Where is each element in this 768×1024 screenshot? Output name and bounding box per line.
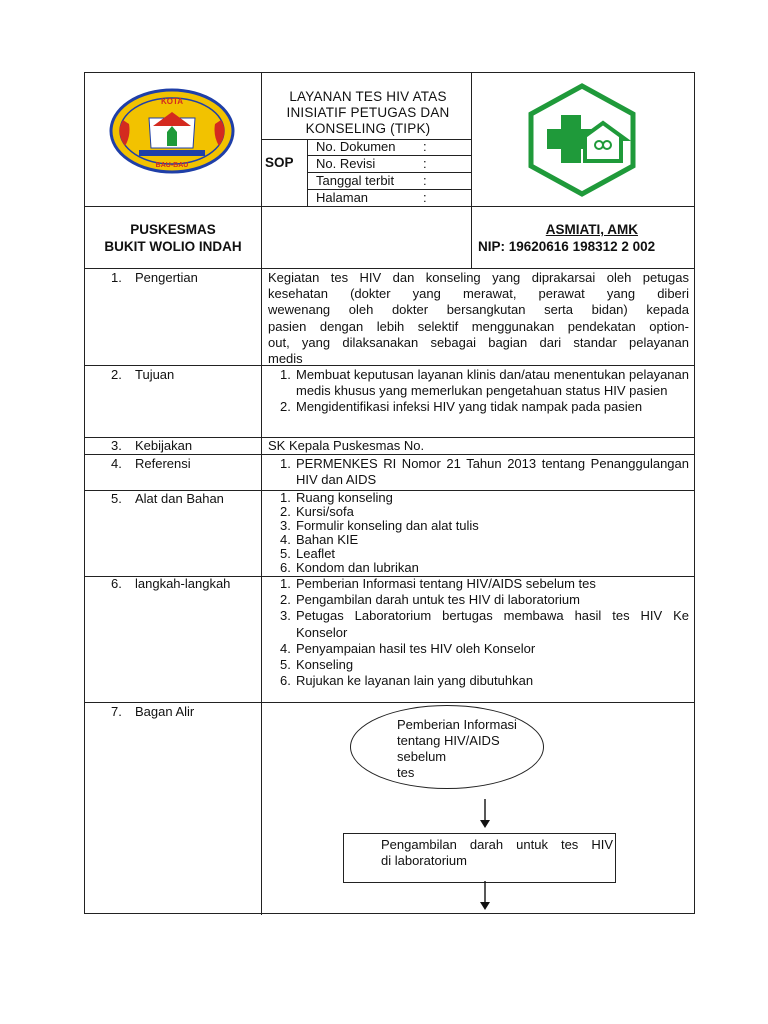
emblem-bottom-text: BAU-BAU	[155, 162, 189, 169]
list-item	[268, 561, 689, 575]
meta-no-revisi	[316, 156, 427, 171]
list-text: Penyampaian hasil tes HIV oleh Konselor	[296, 640, 536, 656]
meta-tanggal-terbit	[316, 173, 427, 188]
list-number: 1.	[280, 490, 291, 505]
meta-halaman	[316, 190, 427, 205]
list-item	[268, 576, 689, 592]
list-item	[268, 657, 689, 673]
section-number: 3.	[111, 438, 122, 453]
section-content-referensi	[268, 456, 689, 488]
list-text: Pemberian Informasi tentang HIV/AIDS sebelum tes	[296, 576, 596, 591]
list-number: 4.	[280, 532, 291, 547]
section-label-text: Referensi	[135, 456, 191, 471]
section-number: 5.	[111, 491, 122, 506]
list-number: 2.	[280, 399, 291, 415]
meta-label: No. Revisi	[316, 156, 376, 171]
section-label-alat-dan-bahan	[111, 491, 224, 506]
signatory	[478, 221, 688, 255]
meta-label: Tanggal terbit	[316, 173, 395, 188]
flow-step-line: Pengambilan darah untuk tes HIV	[381, 837, 613, 852]
list-text: Ruang konseling	[296, 490, 393, 505]
puskesmas-green-cross-logo-icon	[523, 83, 641, 197]
section-number: 1.	[111, 270, 122, 285]
section-label-text: Pengertian	[135, 270, 198, 285]
section-content-tujuan	[268, 367, 689, 416]
section-label-pengertian	[111, 270, 198, 285]
list-text: PERMENKES RI Nomor 21 Tahun 2013 tentang Penanggulangan HIV dan AIDS	[296, 456, 689, 488]
section-content-alat-dan-bahan	[268, 491, 689, 575]
section-content-kebijakan: SK Kepala Puskesmas No.	[268, 438, 425, 453]
meta-colon: :	[423, 173, 427, 188]
meta-colon: :	[423, 190, 427, 205]
flowchart-arrow-down-icon	[479, 881, 491, 911]
section-label-langkah-langkah	[111, 576, 230, 591]
section-label-tujuan	[111, 367, 174, 382]
document-title	[263, 89, 473, 137]
list-text: Petugas Laboratorium bertugas membawa hasil tes HIV Ke Konselor	[296, 608, 689, 640]
header-divider	[85, 206, 694, 207]
section-content-langkah-langkah	[268, 576, 689, 689]
flowchart-step-1-text	[397, 717, 547, 781]
list-number: 5.	[280, 546, 291, 561]
list-text: Membuat keputusan layanan klinis dan/atau menentukan pelayanan medis khusus yang memerlukan pengetahuan status HIV pasien	[296, 367, 689, 399]
section-number: 2.	[111, 367, 122, 382]
flow-step-line: tentang HIV/AIDS sebelum	[397, 733, 500, 764]
list-number: 4.	[280, 640, 291, 656]
list-text: Kursi/sofa	[296, 504, 354, 519]
list-number: 6.	[280, 560, 291, 575]
list-number: 2.	[280, 592, 291, 608]
flowchart-arrow-down-icon	[479, 799, 491, 829]
list-text: Pengambilan darah untuk tes HIV di laboratorium	[296, 592, 580, 608]
pengertian-line: medis	[268, 351, 303, 367]
sop-document	[84, 72, 695, 914]
meta-colon: :	[423, 139, 427, 154]
list-text: Kondom dan lubrikan	[296, 560, 419, 575]
list-text: Mengidentifikasi infeksi HIV yang tidak nampak pada pasien	[296, 399, 643, 415]
list-text: Leaflet	[296, 546, 336, 561]
list-item	[268, 533, 689, 547]
list-item	[268, 673, 689, 689]
section-number: 4.	[111, 456, 122, 471]
section-label-text: langkah-langkah	[135, 576, 231, 591]
list-item	[268, 399, 689, 415]
list-text: Bahan KIE	[296, 532, 359, 547]
pengertian-line: out, yang dilaksanakan sebagai bagian dari standar pelayanan	[268, 334, 689, 350]
list-item	[268, 505, 689, 519]
list-item	[268, 641, 689, 657]
list-text: Konseling	[296, 657, 354, 673]
section-content-pengertian	[268, 270, 689, 367]
institution-line-2: BUKIT WOLIO INDAH	[104, 239, 242, 254]
flow-step-line: di laboratorium	[381, 853, 467, 868]
flowchart-step-2-text	[381, 837, 613, 869]
title-line-2: INISIATIF PETUGAS DAN	[286, 105, 450, 120]
list-number: 6.	[280, 673, 291, 689]
list-text: Formulir konseling dan alat tulis	[296, 518, 479, 533]
meta-label: No. Dokumen	[316, 139, 396, 154]
list-number: 5.	[280, 657, 291, 673]
list-number: 3.	[280, 608, 291, 624]
kota-bau-bau-emblem-icon	[109, 88, 235, 174]
flow-step-line: tes	[397, 765, 415, 780]
sop-label: SOP	[265, 155, 294, 170]
section-label-kebijakan	[111, 438, 192, 453]
pengertian-line: wewenang oleh dokter bersangkutan serta bidan) kepada	[268, 302, 689, 318]
section-number: 6.	[111, 576, 122, 591]
pengertian-line: Kegiatan tes HIV dan konseling yang diprakarsai oleh petugas	[268, 270, 689, 285]
list-item	[268, 547, 689, 561]
signatory-name: ASMIATI, AMK	[545, 222, 638, 237]
section-label-text: Kebijakan	[135, 438, 193, 453]
section-divider-bagan	[85, 702, 694, 703]
list-item	[268, 491, 689, 505]
list-number: 1.	[280, 576, 291, 591]
section-number: 7.	[111, 704, 122, 719]
title-line-1: LAYANAN TES HIV ATAS	[289, 89, 447, 104]
list-number: 1.	[280, 456, 291, 471]
list-number: 1.	[280, 367, 291, 382]
list-item	[268, 592, 689, 608]
section-label-text: Tujuan	[135, 367, 175, 382]
section-label-text: Bagan Alir	[135, 704, 195, 719]
list-item	[268, 367, 689, 399]
list-text: Rujukan ke layanan lain yang dibutuhkan	[296, 673, 534, 689]
institution-name	[85, 221, 261, 255]
meta-label: Halaman	[316, 190, 369, 205]
pengertian-line: kesehatan (dokter yang merawat, perawat yang diberi	[268, 286, 689, 302]
meta-no-dokumen	[316, 139, 427, 154]
section-divider-pengertian	[85, 268, 694, 269]
meta-colon: :	[423, 156, 427, 171]
flow-step-line: Pemberian Informasi	[397, 717, 517, 732]
section-label-text: Alat dan Bahan	[135, 491, 224, 506]
list-number: 3.	[280, 518, 291, 533]
signatory-nip: NIP: 19620616 198312 2 002	[478, 239, 656, 254]
section-label-bagan-alir	[111, 704, 194, 719]
list-item	[268, 519, 689, 533]
pengertian-line: pasien dengan lebih selektif menggunakan pendekatan option-	[268, 318, 689, 334]
title-line-3: KONSELING (TIPK)	[305, 121, 431, 136]
section-label-referensi	[111, 456, 191, 471]
list-number: 2.	[280, 504, 291, 519]
list-item	[268, 456, 689, 488]
list-item	[268, 608, 689, 640]
emblem-top-text: KOTA	[160, 97, 184, 106]
institution-line-1: PUSKESMAS	[130, 222, 216, 237]
label-column-divider	[261, 73, 262, 915]
